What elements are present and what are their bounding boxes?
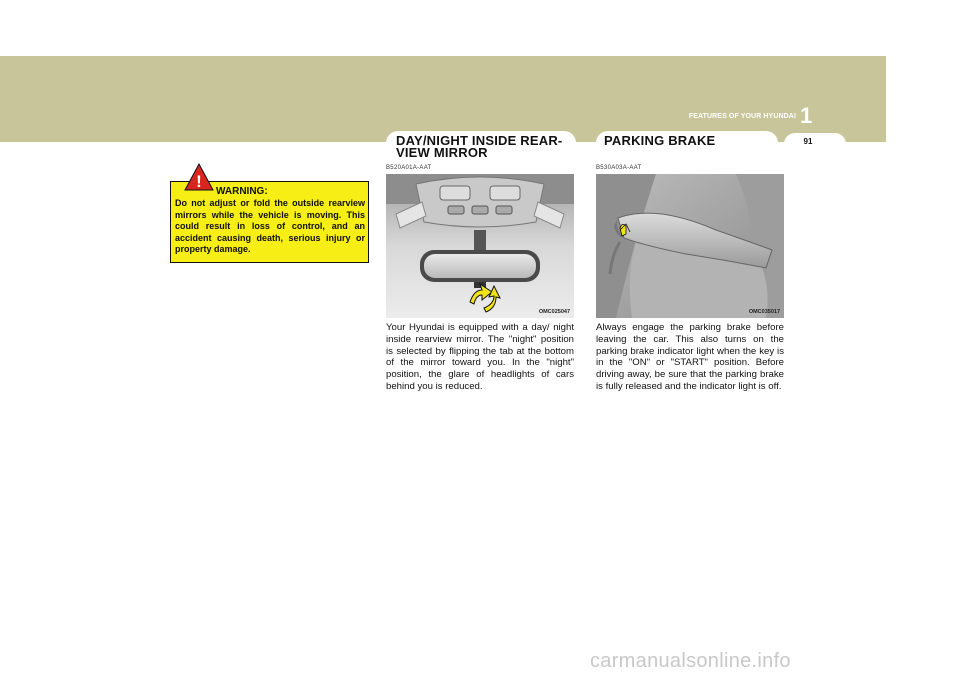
mirror-section-title-line2: VIEW MIRROR bbox=[396, 145, 488, 160]
mirror-body-text: Your Hyundai is equipped with a day/ night inside rearview mirror. The "night" position is selected by flipping the tab at the bottom of the mirror toward you. In the "night" position, the glare of headlights of cars behind you is reduced. bbox=[386, 322, 574, 392]
parking-body-text: Always engage the parking brake before leaving the car. This also turns on the parking brake indicator light when the key is in the "ON" or "START" position. Before driving away, be sure that the parking brake is fully released and the indicator light is off. bbox=[596, 322, 784, 392]
warning-text: Do not adjust or fold the outside rearview mirrors while the vehicle is moving. This could result in loss of control, and an accident causing death, serious injury or property damage. bbox=[175, 198, 365, 254]
mirror-section-title-line1: DAY/NIGHT INSIDE REAR- bbox=[396, 133, 563, 148]
page-number: 91 bbox=[803, 137, 813, 146]
chapter-number: 1 bbox=[800, 103, 813, 128]
parking-section-code: B530A03A-AAT bbox=[596, 165, 642, 171]
parking-figure-label: OMC035017 bbox=[748, 309, 780, 315]
warning-title: WARNING: bbox=[216, 186, 268, 197]
parking-section-title: PARKING BRAKE bbox=[604, 133, 716, 148]
warning-symbol: ! bbox=[196, 172, 202, 191]
mirror-section-code: B520A01A-AAT bbox=[386, 165, 432, 171]
mirror-figure-label: OMC025047 bbox=[538, 309, 570, 315]
rearview-mirror-illustration bbox=[386, 174, 574, 318]
parking-figure bbox=[596, 174, 784, 318]
warning-triangle-icon bbox=[184, 163, 214, 191]
mirror-figure bbox=[386, 174, 574, 318]
watermark: carmanualsonline.info bbox=[590, 650, 791, 672]
parking-brake-illustration bbox=[596, 174, 784, 318]
chapter-title: FEATURES OF YOUR HYUNDAI bbox=[688, 113, 796, 120]
header-band bbox=[0, 56, 886, 142]
